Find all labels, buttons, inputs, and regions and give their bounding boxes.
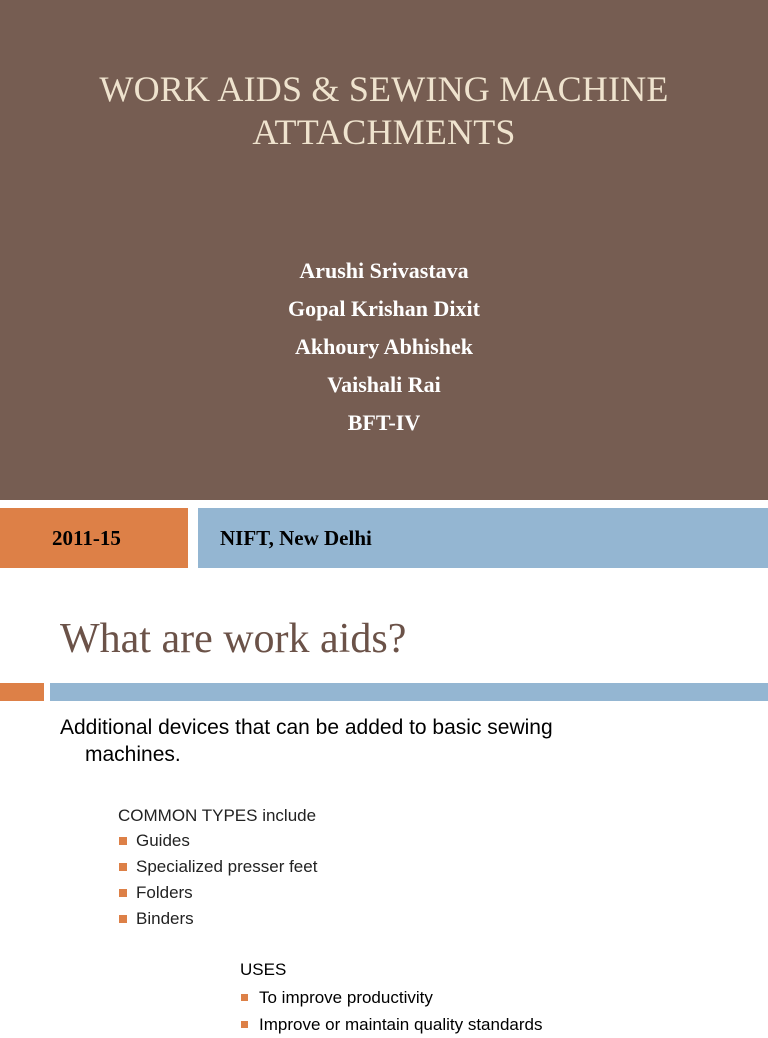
title-line-2: ATTACHMENTS [252,112,516,152]
title-banner [0,0,768,500]
list-item [240,1011,542,1038]
square-bullet-icon [241,1021,248,1028]
list-item [118,880,317,906]
list-item-text: Guides [136,831,190,850]
square-bullet-icon [119,889,127,897]
organization-box [198,508,768,568]
list-item-text: Improve or maintain quality standards [259,1015,543,1034]
list-item-text: Folders [136,883,193,902]
author-name: Vaishali Rai [327,372,441,397]
intro-line-2: machines. [85,743,181,766]
square-bullet-icon [241,994,248,1001]
uses-list [240,984,542,1038]
common-types-label: COMMON TYPES include [118,806,317,825]
organization-label: NIFT, New Delhi [220,526,372,550]
square-bullet-icon [119,863,127,871]
list-item-text: To improve productivity [259,988,433,1007]
list-item [240,984,542,1011]
square-bullet-icon [119,915,127,923]
intro-paragraph [60,714,700,768]
batch-label: BFT-IV [347,410,421,435]
intro-line-1: Additional devices that can be added to basic sewing [60,716,553,739]
accent-bar-blue [50,683,768,701]
date-box [0,508,188,568]
title-line-1: WORK AIDS & SEWING MACHINE [99,69,669,109]
content-slide [0,582,768,1034]
list-item-text: Specialized presser feet [136,857,318,876]
square-bullet-icon [119,837,127,845]
list-item [118,828,317,854]
author-name: Arushi Srivastava [299,258,469,283]
author-name: Akhoury Abhishek [295,334,473,359]
slide-heading: What are work aids? [60,616,407,662]
author-name: Gopal Krishan Dixit [288,296,480,321]
uses-label: USES [240,960,287,979]
date-label: 2011-15 [52,526,121,550]
presentation-title [0,68,768,154]
common-types-list [118,828,317,932]
accent-bar-orange [0,683,44,701]
list-item [118,854,317,880]
list-item [118,906,317,932]
author-list [0,252,768,442]
list-item-text: Binders [136,909,194,928]
